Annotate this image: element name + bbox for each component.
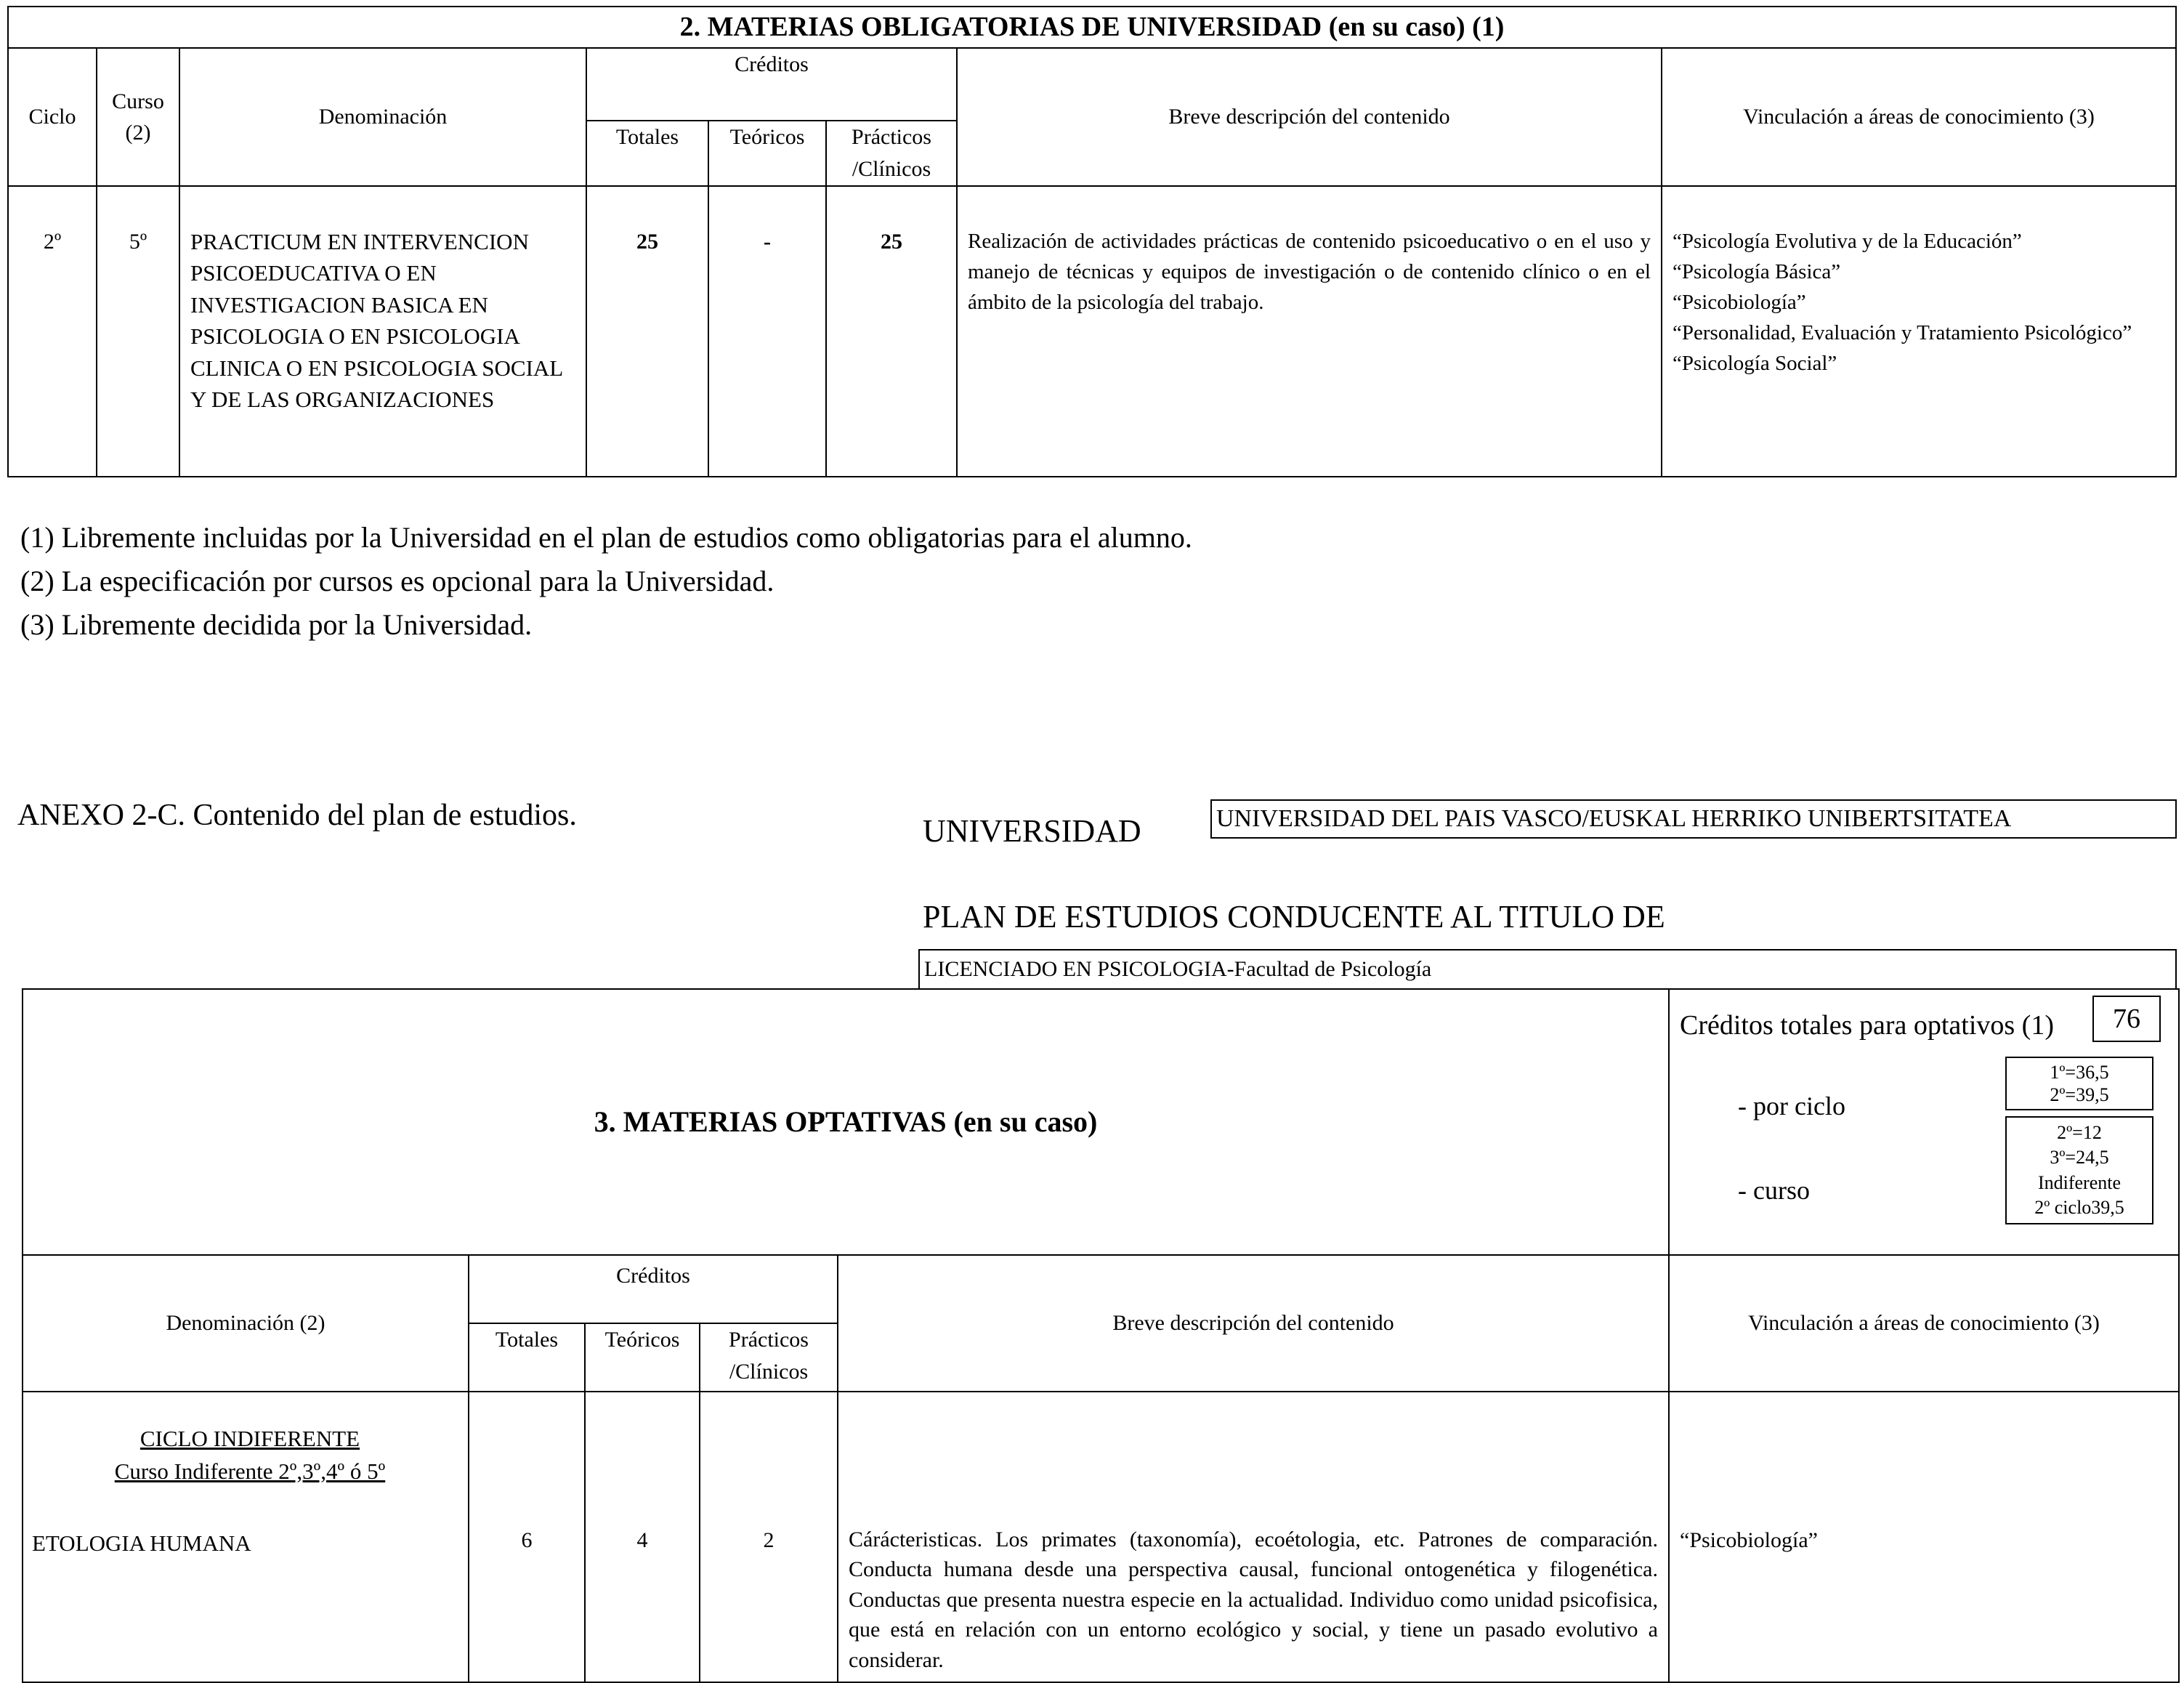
- vinculacion-item: “Psicobiología”: [1673, 291, 1806, 315]
- por-ciclo-label: - por ciclo: [1738, 1091, 1845, 1121]
- row-descripcion: Realización de actividades prácticas de contenido psicoeducativo o en el uso y manejo de técnicas y equipos de investigación o de contenido clínico o en el ámbito de la psicología del trabajo.: [957, 186, 1662, 477]
- curso-label: - curso: [1738, 1176, 1810, 1205]
- row-ciclo: 2º: [8, 186, 97, 477]
- s3-header-creditos: Créditos: [469, 1255, 838, 1323]
- header-practicos: Prácticos /Clínicos: [826, 121, 957, 186]
- header-totales: Totales: [586, 121, 708, 186]
- optativos-summary: [1669, 989, 2179, 1255]
- header-teoricos: Teóricos: [708, 121, 826, 186]
- por-ciclo-1: 1º=36,5: [2050, 1062, 2109, 1083]
- footnotes: [20, 516, 1192, 647]
- group-subtitle: Curso Indiferente 2º,3º,4º ó 5º: [114, 1458, 386, 1484]
- plan-label: PLAN DE ESTUDIOS CONDUCENTE AL TITULO DE: [923, 899, 1665, 935]
- section3-table: [22, 988, 2180, 1683]
- footnote-3: (3) Libremente decidida por la Universidad.: [20, 608, 533, 641]
- por-ciclo-box: [2005, 1057, 2153, 1110]
- s3-row-totales: 6: [469, 1392, 585, 1682]
- course-name: ETOLOGIA HUMANA: [32, 1530, 251, 1556]
- section2-title: 2. MATERIAS OBLIGATORIAS DE UNIVERSIDAD (en su caso) (1): [8, 7, 2176, 48]
- curso-box: [2005, 1116, 2153, 1224]
- row-vinculacion: [1662, 186, 2176, 477]
- universidad-value: UNIVERSIDAD DEL PAIS VASCO/EUSKAL HERRIKO UNIBERTSITATEA: [1210, 799, 2177, 839]
- header-creditos: Créditos: [586, 48, 957, 121]
- group-title: CICLO INDIFERENTE: [139, 1426, 360, 1451]
- vinculacion-item: “Personalidad, Evaluación y Tratamiento Psicológico”: [1673, 321, 2132, 345]
- s3-row-vinculacion: “Psicobiología”: [1669, 1392, 2179, 1682]
- s3-row-descripcion: Cárácteristicas. Los primates (taxonomía), ecoétologia, etc. Patrones de comparación. Conducta humana desde una perspectiva causal, funcional ontogenética y filogenética. Conductas que presenta nuestra especie en la actualidad. Individuo como unidad psicofisica, que está en relación con un entorno ecológico y social, y tiene un pasado evolutivo a considerar.: [838, 1392, 1669, 1682]
- s3-header-practicos: Prácticos /Clínicos: [700, 1323, 838, 1392]
- creditos-totales-value: 76: [2092, 996, 2161, 1042]
- footnote-1: (1) Libremente incluidas por la Universidad en el plan de estudios como obligatorias para el alumno.: [20, 521, 1192, 554]
- curso-1: 2º=12: [2057, 1122, 2102, 1143]
- s3-header-descripcion: Breve descripción del contenido: [838, 1255, 1669, 1392]
- s3-header-totales: Totales: [469, 1323, 585, 1392]
- por-ciclo-2: 2º=39,5: [2050, 1084, 2109, 1106]
- header-denominacion: Denominación: [179, 48, 586, 186]
- section2-table: [7, 6, 2177, 477]
- curso-4: 2º ciclo39,5: [2034, 1196, 2124, 1218]
- row-practicos: 25: [826, 186, 957, 477]
- row-curso: 5º: [97, 186, 179, 477]
- vinculacion-item: “Psicología Evolutiva y de la Educación”: [1673, 230, 2022, 254]
- vinculacion-item: “Psicología Social”: [1673, 352, 1837, 376]
- vinculacion-item: “Psicología Básica”: [1673, 260, 1841, 284]
- footnote-2: (2) La especificación por cursos es opcional para la Universidad.: [20, 565, 774, 597]
- header-ciclo: Ciclo: [8, 48, 97, 186]
- anexo-title: ANEXO 2-C. Contenido del plan de estudios.: [17, 799, 577, 832]
- s3-header-vinculacion: Vinculación a áreas de conocimiento (3): [1669, 1255, 2179, 1392]
- s3-row-denominacion: [23, 1392, 469, 1682]
- creditos-totales-label: Créditos totales para optativos (1): [1680, 1010, 2054, 1041]
- header-curso: Curso (2): [97, 48, 179, 186]
- curso-2: 3º=24,5: [2050, 1147, 2109, 1169]
- s3-row-practicos: 2: [700, 1392, 838, 1682]
- plan-value: LICENCIADO EN PSICOLOGIA-Facultad de Psicología: [918, 949, 2177, 990]
- row-totales: 25: [586, 186, 708, 477]
- s3-row-teoricos: 4: [585, 1392, 700, 1682]
- header-vinculacion: Vinculación a áreas de conocimiento (3): [1662, 48, 2176, 186]
- row-teoricos: -: [708, 186, 826, 477]
- row-denominacion: PRACTICUM EN INTERVENCION PSICOEDUCATIVA O EN INVESTIGACION BASICA EN PSICOLOGIA O EN PSICOLOGIA CLINICA O EN PSICOLOGIA SOCIAL Y DE LAS ORGANIZACIONES: [179, 186, 586, 477]
- universidad-label: UNIVERSIDAD: [923, 813, 1141, 849]
- header-descripcion: Breve descripción del contenido: [957, 48, 1662, 186]
- s3-header-teoricos: Teóricos: [585, 1323, 700, 1392]
- section3-title: 3. MATERIAS OPTATIVAS (en su caso): [23, 989, 1669, 1255]
- curso-3: Indiferente: [2037, 1171, 2122, 1193]
- s3-header-denominacion: Denominación (2): [23, 1255, 469, 1392]
